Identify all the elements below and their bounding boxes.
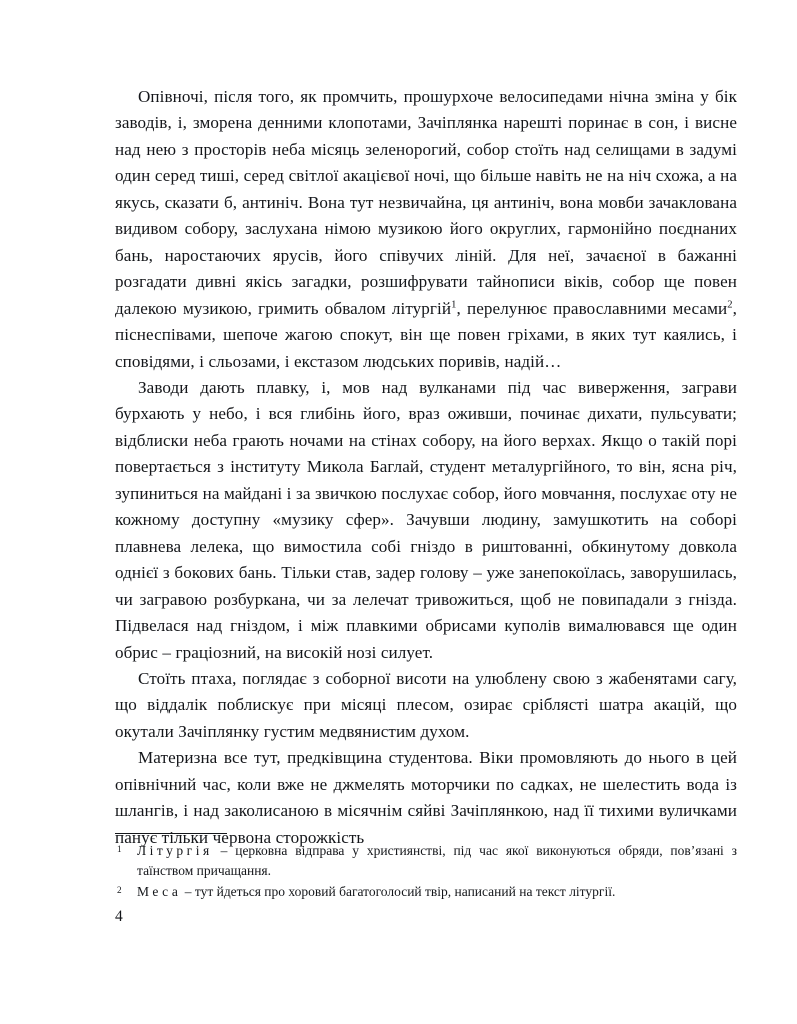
- paragraph-1: [115, 84, 737, 375]
- footnote-definition-2: тут йдеться про хоровий багатоголосий твір, написаний на текст літургії.: [194, 884, 616, 900]
- page-number: 4: [115, 908, 123, 925]
- footnote-definition-1: церковна відправа у християнстві, під час якої виконуються обряди, пов’язані з таїнством причащання.: [137, 843, 737, 879]
- paragraph-1-text-part-1: Опівночі, після того, як промчить, прошурхоче велосипедами нічна зміна у бік заводів, і, зморена денними клопотами, Зачіплянка нарешті поринає в сон, і висне над нею з просторів неба місяць зеленорогий, собор стоїть над селищами в задумі один серед тиші, серед світлої акацієвої ночі, що більше навіть не на ніч схожа, а на якусь, сказати б, антиніч. Вона тут незвичайна, ця антиніч, вона мовби зачаклована видивом собору, заслухана німою музикою його округлих, гармонійно поєднаних бань, наростаючих ярусів, його співучих ліній. Для неї, зачаєної в бажанні розгадати дивні якісь загадки, розшифрувати тайнописи віків, собор ще повен далекою музикою, гримить обвалом літургій: [115, 87, 737, 318]
- footnote-reference-2[interactable]: 2: [727, 298, 733, 310]
- paragraph-1-text-part-3: , піснеспівами, шепоче жагою спокут, він ще повен гріхами, в яких тут каялись, і сповідями, і сльозами, і екстазом людських поривів, надій…: [115, 298, 737, 371]
- paragraph-4: Материзна все тут, предківщина студентова. Віки промовляють до нього в цей опівнічний час, коли вже не джмелять моторчики по садках, не шелестить вода із шлангів, і над заколисаною в місячнім сяйві Зачіплянкою, над її тихими вуличками панує тільки червона сторожкість: [115, 748, 737, 847]
- footnote-number-1: 1: [117, 844, 122, 854]
- footnote-item-2: [115, 882, 737, 902]
- body-text-block: [115, 84, 737, 851]
- footnote-number-2: 2: [117, 885, 122, 896]
- paragraph-2: Заводи дають плавку, і, мов над вулканами під час виверження, заграви бурхають у небо, і вся глибінь його, враз оживши, починає дихати, пульсувати; відблиски неба грають ночами на стінах собору, на його верхах. Якщо о такій порі повертається з інституту Микола Баглай, студент металургійного, то він, ясна річ, зупиниться на майдані і за звичкою послухає собор, його мовчання, послухає оту не кожному доступну «музику сфер». Зачувши людину, замушкотить на соборі плавнева лелека, що вимостила собі гніздо в риштованні, обкинутому довкола однієї з бокових бань. Тільки став, задер голову – уже занепокоїлась, заворушилась, чи загравою розбуркана, чи за лелечат тривожиться, щоб не повипадали з гнізда. Підвелася над гніздом, і між плавкими обрисами куполів вималювався ще один обрис – граціозний, на високій нозі силует.: [115, 377, 737, 662]
- paragraph-3: Стоїть птаха, поглядає з соборної висоти на улюблену свою з жабенятами сагу, що віддалік поблискує при місяці плесом, озирає сріблясті шатра акацій, що окутали Зачіплянку густим медвянистим духом.: [115, 668, 737, 741]
- footnote-term-1: Літургія: [137, 843, 213, 858]
- paragraph-1-text-part-2: , перелунює православними месами: [456, 298, 728, 318]
- footnote-dash-2: –: [181, 884, 195, 900]
- footnote-dash-1: –: [212, 843, 236, 858]
- footnote-term-2: Меса: [137, 884, 182, 900]
- footnote-separator-rule: [115, 833, 227, 834]
- footnotes-area: [115, 833, 737, 904]
- footnote-item-1: [115, 841, 737, 881]
- footnote-reference-1[interactable]: 1: [451, 298, 457, 310]
